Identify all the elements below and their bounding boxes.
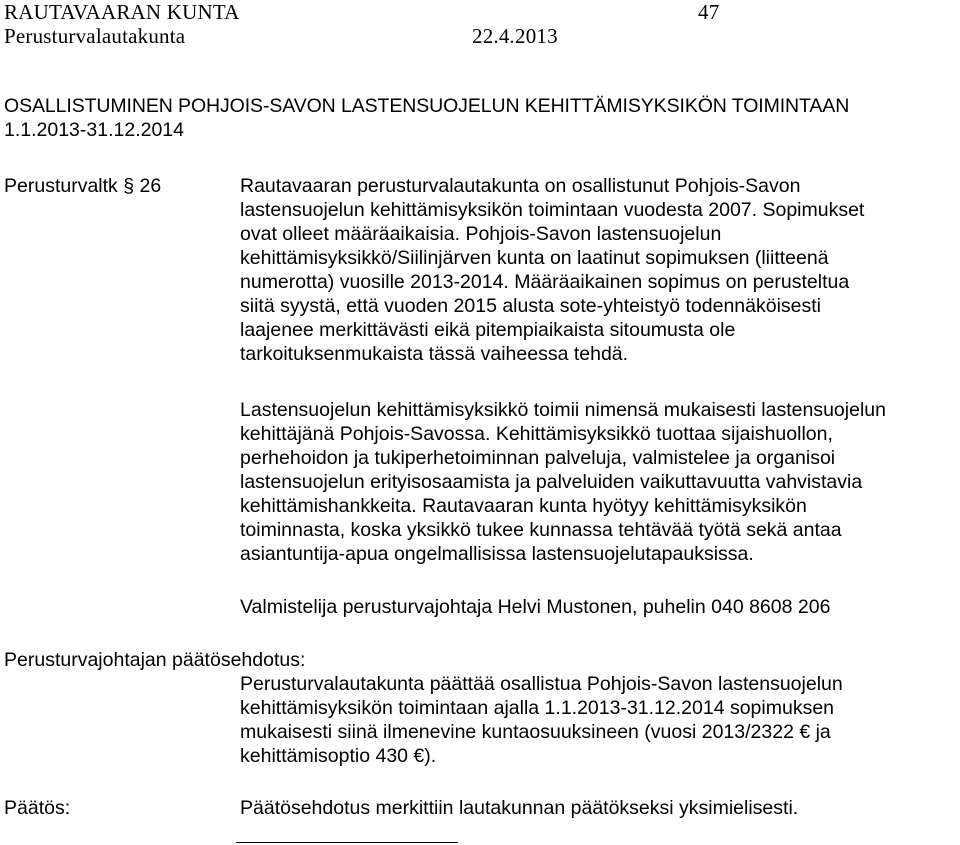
proposal-label: Perusturvajohtajan päätösehdotus: bbox=[4, 649, 306, 671]
proposal-line: mukaisesti siinä ilmenevine kuntaosuuksineen (vuosi 2013/2322 € ja bbox=[240, 721, 831, 743]
paragraph-line: perhehoidon ja tukiperhetoiminnan palveluja, valmistelee ja organisoi bbox=[240, 447, 836, 469]
preparer-line: Valmistelija perusturvajohtaja Helvi Mustonen, puhelin 040 8608 206 bbox=[240, 596, 831, 618]
paragraph-line: Lastensuojelun kehittämisyksikkö toimii nimensä mukaisesti lastensuojelun bbox=[240, 399, 886, 421]
paragraph-line: laajenee merkittävästi eikä pitempiaikaista sitoumusta ole bbox=[240, 319, 736, 341]
proposal-line: kehittämisyksikön toimintaan ajalla 1.1.2013-31.12.2014 sopimuksen bbox=[240, 697, 835, 719]
paragraph-line: kehittämisyksikkö/Siilinjärven kunta on laatinut sopimuksen (liitteenä bbox=[240, 247, 829, 269]
paragraph-line: numerotta) vuosille 2013-2014. Määräaikainen sopimus on perusteltua bbox=[240, 271, 850, 293]
meeting-date: 22.4.2013 bbox=[472, 24, 558, 48]
paragraph-line: asiantuntija-apua ongelmallisissa lastensuojelutapauksissa. bbox=[240, 543, 754, 565]
proposal-line: Perusturvalautakunta päättää osallistua Pohjois-Savon lastensuojelun bbox=[240, 673, 843, 695]
paragraph-1 bbox=[240, 174, 864, 366]
proposal-text bbox=[240, 672, 843, 768]
signature-line bbox=[236, 842, 458, 843]
document-title-line1: OSALLISTUMINEN POHJOIS-SAVON LASTENSUOJELUN KEHITTÄMISYKSIKÖN TOIMINTAAN bbox=[4, 95, 850, 117]
proposal-line: kehittämisoptio 430 €). bbox=[240, 745, 437, 767]
section-label: Perusturvaltk § 26 bbox=[4, 175, 162, 197]
decision-label: Päätös: bbox=[4, 797, 71, 819]
paragraph-line: toiminnasta, koska yksikkö tukee kunnassa tehtävää työtä sekä antaa bbox=[240, 519, 842, 541]
paragraph-line: Rautavaaran perusturvalautakunta on osallistunut Pohjois-Savon bbox=[240, 175, 801, 197]
paragraph-line: ovat olleet määräaikaisia. Pohjois-Savon lastensuojelun bbox=[240, 223, 722, 245]
paragraph-2 bbox=[240, 398, 886, 566]
municipality-name: RAUTAVAARAN KUNTA bbox=[4, 0, 240, 24]
paragraph-line: lastensuojelun kehittämisyksikön toimintaan vuodesta 2007. Sopimukset bbox=[240, 199, 865, 221]
paragraph-line: lastensuojelun erityisosaamista ja palveluiden vaikuttavuutta vahvistavia bbox=[240, 471, 863, 493]
paragraph-line: tarkoituksenmukaista tässä vaiheessa tehdä. bbox=[240, 343, 629, 365]
paragraph-line: kehittäjänä Pohjois-Savossa. Kehittämisyksikkö tuottaa sijaishuollon, bbox=[240, 423, 833, 445]
page-number: 47 bbox=[698, 0, 720, 24]
paragraph-line: siitä syystä, että vuoden 2015 alusta sote-yhteistyö todennäköisesti bbox=[240, 295, 822, 317]
paragraph-line: kehittämishankkeita. Rautavaaran kunta hyötyy kehittämisyksikön bbox=[240, 495, 807, 517]
board-name: Perusturvalautakunta bbox=[4, 24, 186, 48]
document-title-line2: 1.1.2013-31.12.2014 bbox=[4, 119, 184, 141]
decision-text: Päätösehdotus merkittiin lautakunnan päätökseksi yksimielisesti. bbox=[240, 797, 799, 819]
